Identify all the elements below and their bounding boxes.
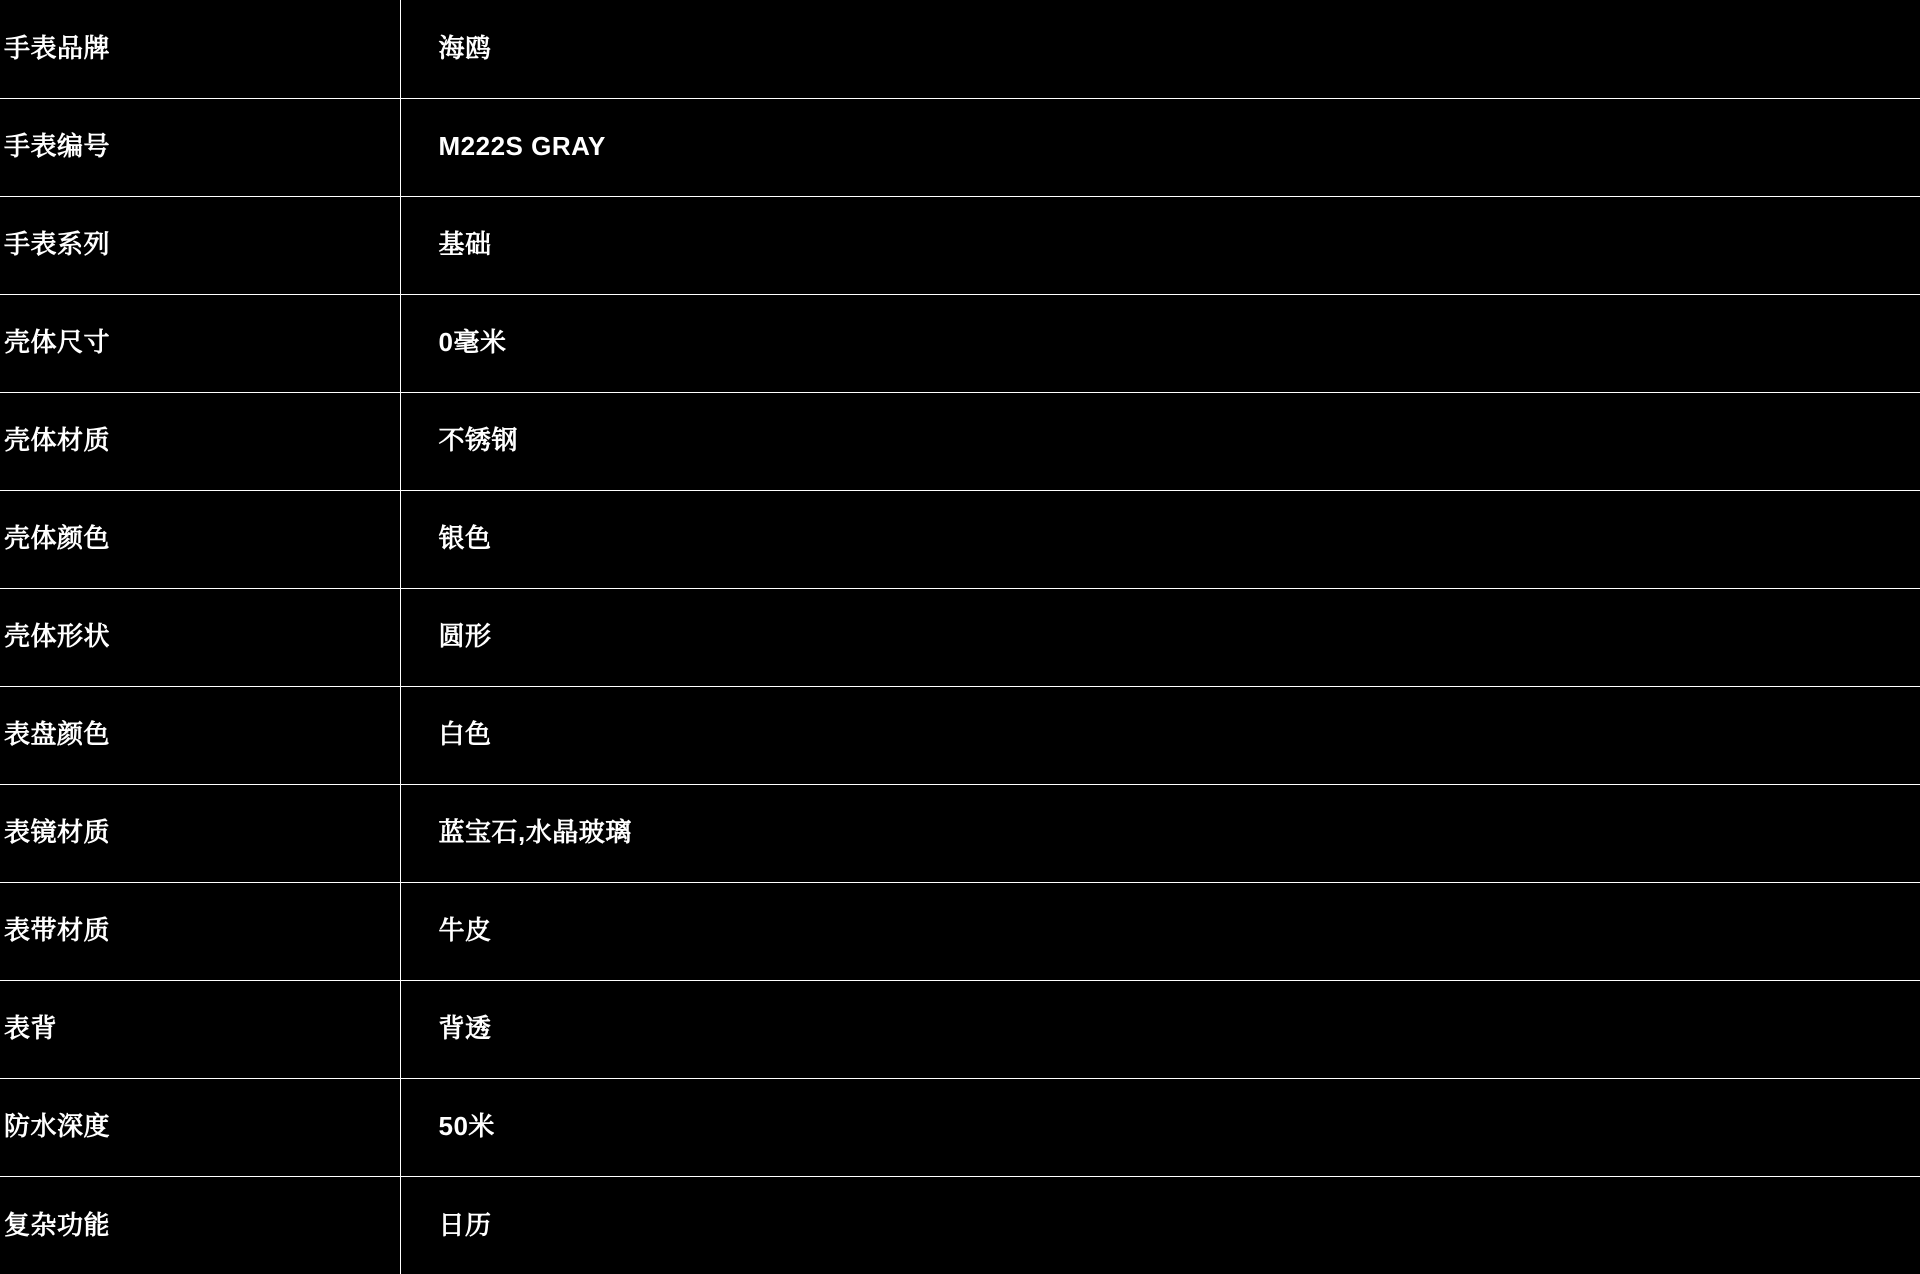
spec-label: 表带材质: [0, 882, 400, 980]
table-row: [0, 98, 1920, 196]
spec-value: 50米: [438, 1111, 495, 1142]
spec-label: 壳体材质: [0, 392, 400, 490]
table-row: [0, 196, 1920, 294]
table-row: [0, 0, 1920, 98]
spec-value: 银色: [438, 523, 492, 554]
table-row: [0, 392, 1920, 490]
spec-label: 壳体形状: [0, 588, 400, 686]
table-row: [0, 490, 1920, 588]
table-row: [0, 686, 1920, 784]
spec-value: M222S GRAY: [438, 131, 606, 162]
spec-label: 防水深度: [0, 1078, 400, 1176]
spec-label: 复杂功能: [0, 1176, 400, 1274]
spec-value: 0毫米: [438, 327, 507, 358]
table-row: [0, 784, 1920, 882]
spec-value: 圆形: [438, 621, 492, 652]
spec-label: 表盘颜色: [0, 686, 400, 784]
spec-value: 不锈钢: [438, 425, 519, 456]
spec-value: 牛皮: [438, 915, 492, 946]
spec-value: 海鸥: [438, 33, 492, 64]
table-row: [0, 1078, 1920, 1176]
spec-label: 手表系列: [0, 196, 400, 294]
spec-label: 壳体尺寸: [0, 294, 400, 392]
spec-value: 白色: [438, 719, 492, 750]
table-row: [0, 588, 1920, 686]
spec-label: 手表品牌: [0, 0, 400, 98]
spec-label: 表背: [0, 980, 400, 1078]
table-row: [0, 294, 1920, 392]
spec-value: 背透: [438, 1013, 492, 1044]
spec-value: 日历: [438, 1209, 492, 1240]
spec-label: 表镜材质: [0, 784, 400, 882]
table-row: [0, 1176, 1920, 1274]
table-row: [0, 882, 1920, 980]
spec-label: 壳体颜色: [0, 490, 400, 588]
table-row: [0, 980, 1920, 1078]
spec-label: 手表编号: [0, 98, 400, 196]
spec-value: 基础: [438, 229, 492, 260]
spec-value: 蓝宝石,水晶玻璃: [438, 817, 632, 848]
